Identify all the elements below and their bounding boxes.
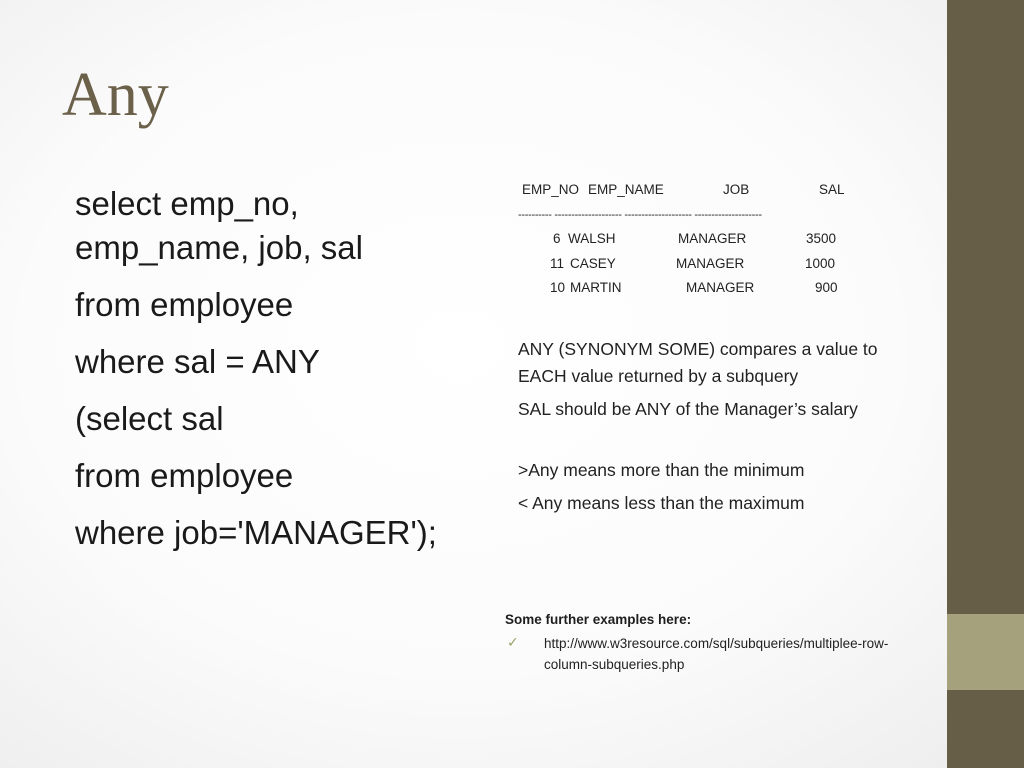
cell-emp-no: 6	[553, 231, 561, 246]
sql-line: where job='MANAGER');	[75, 514, 437, 551]
examples-link[interactable]: http://www.w3resource.com/sql/subqueries/multiplee-row-column-subqueries.php	[544, 636, 889, 672]
result-rule-row	[518, 203, 938, 228]
table-row	[518, 227, 938, 252]
table-row	[518, 276, 938, 301]
table-row	[518, 252, 938, 277]
side-accent-block	[947, 614, 1024, 690]
cell-emp-name: WALSH	[568, 231, 616, 246]
cell-job: MANAGER	[686, 280, 755, 295]
header-job: JOB	[723, 182, 750, 197]
header-emp-no: EMP_NO	[522, 182, 580, 197]
result-table	[518, 178, 938, 301]
note: ANY (SYNONYM SOME) compares a value to EACH value returned by a subquery	[518, 339, 878, 386]
further-examples	[505, 612, 905, 675]
result-header-row	[518, 178, 938, 203]
cell-job: MANAGER	[676, 255, 745, 271]
cell-sal: 1000	[805, 255, 836, 271]
result-rule: ---------- -------------------- -------------------- --------------------	[518, 208, 762, 221]
note: >Any means more than the minimum	[518, 460, 805, 480]
cell-sal: 3500	[806, 231, 837, 246]
sql-query	[75, 182, 455, 568]
note: SAL should be ANY of the Manager’s salary	[518, 399, 858, 419]
sql-line: select emp_no, emp_name, job, sal	[75, 185, 363, 266]
header-emp-name: EMP_NAME	[588, 182, 664, 197]
cell-job: MANAGER	[678, 231, 747, 246]
further-examples-title: Some further examples here:	[505, 612, 692, 627]
sql-line: from employee	[75, 457, 294, 494]
notes	[518, 336, 878, 523]
note: < Any means less than the maximum	[518, 493, 805, 513]
header-sal: SAL	[819, 182, 845, 197]
sql-line: where sal = ANY	[75, 343, 320, 380]
cell-emp-no: 10	[550, 280, 566, 295]
cell-emp-name: MARTIN	[570, 280, 622, 295]
sql-line: (select sal	[75, 400, 224, 437]
cell-emp-name: CASEY	[570, 255, 616, 271]
checkmark-icon: ✓	[507, 634, 519, 650]
link-item	[505, 633, 905, 675]
cell-emp-no: 11	[550, 255, 565, 271]
slide-title: Any	[62, 61, 169, 129]
cell-sal: 900	[815, 280, 838, 295]
sql-line: from employee	[75, 286, 294, 323]
